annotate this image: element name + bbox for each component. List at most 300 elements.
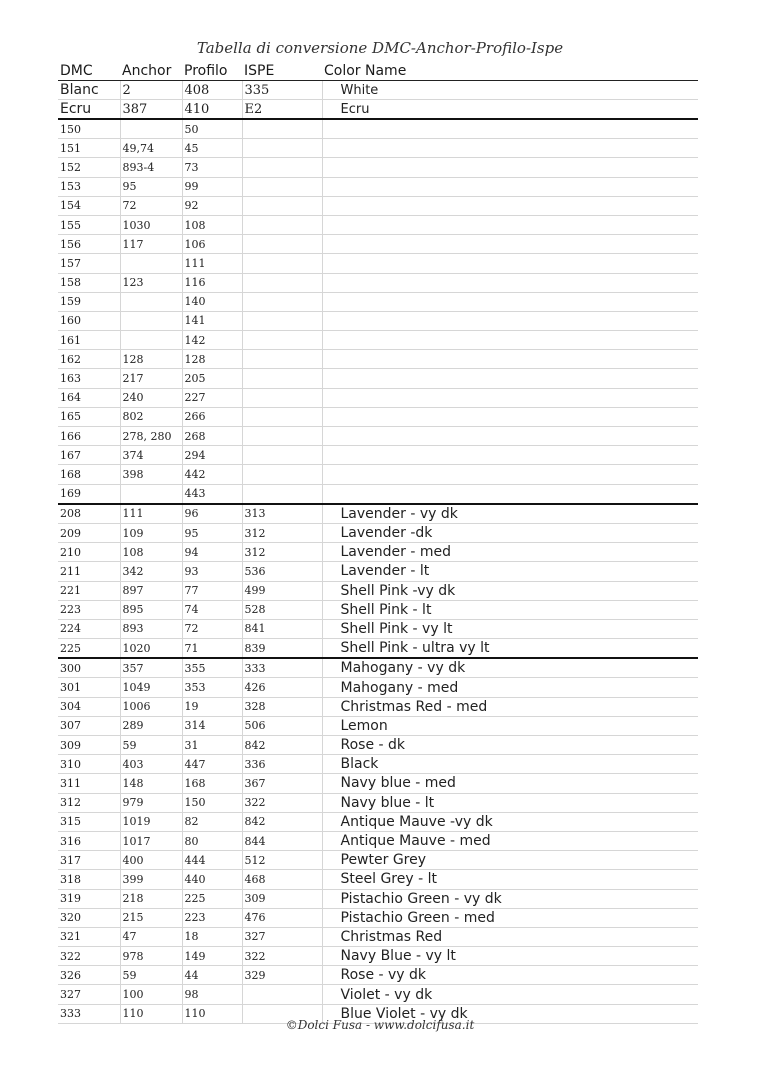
cell-anchor bbox=[120, 331, 182, 350]
cell-color-name: Christmas Red - med bbox=[322, 697, 698, 716]
cell-color-name: Blue Violet - vy dk bbox=[322, 1004, 698, 1023]
cell-profilo: 80 bbox=[182, 831, 242, 850]
cell-color-name: Shell Pink -vy dk bbox=[322, 581, 698, 600]
cell-anchor: 109 bbox=[120, 523, 182, 542]
cell-anchor: 289 bbox=[120, 716, 182, 735]
cell-anchor: 2 bbox=[120, 81, 182, 100]
cell-ispe bbox=[242, 292, 322, 311]
table-row bbox=[58, 465, 698, 484]
cell-anchor bbox=[120, 292, 182, 311]
cell-dmc: 319 bbox=[58, 889, 120, 908]
cell-anchor: 49,74 bbox=[120, 139, 182, 158]
table-row bbox=[58, 966, 698, 985]
cell-profilo: 442 bbox=[182, 465, 242, 484]
cell-ispe bbox=[242, 369, 322, 388]
cell-profilo: 443 bbox=[182, 484, 242, 504]
cell-ispe: 335 bbox=[242, 81, 322, 100]
table-row bbox=[58, 523, 698, 542]
cell-dmc: 150 bbox=[58, 119, 120, 139]
cell-profilo: 149 bbox=[182, 947, 242, 966]
cell-profilo: 72 bbox=[182, 619, 242, 638]
cell-dmc: 164 bbox=[58, 388, 120, 407]
cell-profilo: 142 bbox=[182, 331, 242, 350]
cell-color-name bbox=[322, 196, 698, 215]
cell-dmc: 209 bbox=[58, 523, 120, 542]
cell-profilo: 266 bbox=[182, 407, 242, 426]
cell-anchor: 128 bbox=[120, 350, 182, 369]
table-row bbox=[58, 177, 698, 196]
cell-anchor: 123 bbox=[120, 273, 182, 292]
cell-color-name bbox=[322, 369, 698, 388]
cell-color-name bbox=[322, 292, 698, 311]
cell-color-name bbox=[322, 427, 698, 446]
cell-ispe bbox=[242, 465, 322, 484]
cell-anchor: 357 bbox=[120, 658, 182, 678]
cell-dmc: 326 bbox=[58, 966, 120, 985]
table-row bbox=[58, 927, 698, 946]
table-row bbox=[58, 100, 698, 120]
table-row bbox=[58, 292, 698, 311]
conversion-table bbox=[58, 62, 698, 1024]
cell-profilo: 95 bbox=[182, 523, 242, 542]
cell-dmc: 166 bbox=[58, 427, 120, 446]
header-dmc: DMC bbox=[58, 62, 120, 81]
cell-ispe: 312 bbox=[242, 543, 322, 562]
table-row bbox=[58, 639, 698, 659]
table-row bbox=[58, 504, 698, 524]
table-row bbox=[58, 254, 698, 273]
cell-dmc: 312 bbox=[58, 793, 120, 812]
table-row bbox=[58, 581, 698, 600]
table-row bbox=[58, 139, 698, 158]
cell-anchor: 400 bbox=[120, 851, 182, 870]
cell-ispe: 309 bbox=[242, 889, 322, 908]
cell-ispe: 512 bbox=[242, 851, 322, 870]
cell-dmc: 307 bbox=[58, 716, 120, 735]
cell-anchor: 895 bbox=[120, 600, 182, 619]
cell-color-name: White bbox=[322, 81, 698, 100]
cell-color-name bbox=[322, 235, 698, 254]
cell-anchor: 1020 bbox=[120, 639, 182, 659]
cell-anchor: 117 bbox=[120, 235, 182, 254]
cell-dmc: 162 bbox=[58, 350, 120, 369]
cell-dmc: 208 bbox=[58, 504, 120, 524]
cell-profilo: 73 bbox=[182, 158, 242, 177]
cell-profilo: 223 bbox=[182, 908, 242, 927]
cell-color-name bbox=[322, 484, 698, 504]
cell-profilo: 355 bbox=[182, 658, 242, 678]
cell-dmc: 210 bbox=[58, 543, 120, 562]
cell-profilo: 150 bbox=[182, 793, 242, 812]
table-row bbox=[58, 716, 698, 735]
cell-anchor: 374 bbox=[120, 446, 182, 465]
cell-dmc: Ecru bbox=[58, 100, 120, 120]
table-row bbox=[58, 908, 698, 927]
cell-color-name: Steel Grey - lt bbox=[322, 870, 698, 889]
cell-dmc: 152 bbox=[58, 158, 120, 177]
cell-color-name: Navy blue - med bbox=[322, 774, 698, 793]
cell-profilo: 93 bbox=[182, 562, 242, 581]
header-anchor: Anchor bbox=[120, 62, 182, 81]
cell-dmc: 161 bbox=[58, 331, 120, 350]
cell-ispe: 499 bbox=[242, 581, 322, 600]
cell-anchor: 399 bbox=[120, 870, 182, 889]
cell-ispe bbox=[242, 139, 322, 158]
cell-color-name bbox=[322, 273, 698, 292]
table-row bbox=[58, 543, 698, 562]
cell-ispe bbox=[242, 446, 322, 465]
cell-anchor: 95 bbox=[120, 177, 182, 196]
cell-profilo: 408 bbox=[182, 81, 242, 100]
cell-profilo: 353 bbox=[182, 678, 242, 697]
cell-profilo: 141 bbox=[182, 311, 242, 330]
table-row bbox=[58, 697, 698, 716]
table-row bbox=[58, 119, 698, 139]
cell-dmc: 318 bbox=[58, 870, 120, 889]
table-row bbox=[58, 812, 698, 831]
cell-color-name: Mahogany - med bbox=[322, 678, 698, 697]
cell-anchor: 240 bbox=[120, 388, 182, 407]
cell-profilo: 45 bbox=[182, 139, 242, 158]
cell-dmc: 301 bbox=[58, 678, 120, 697]
table-body bbox=[58, 81, 698, 1024]
cell-dmc: 153 bbox=[58, 177, 120, 196]
cell-dmc: 225 bbox=[58, 639, 120, 659]
cell-ispe bbox=[242, 407, 322, 426]
cell-anchor: 111 bbox=[120, 504, 182, 524]
cell-dmc: 163 bbox=[58, 369, 120, 388]
cell-dmc: 221 bbox=[58, 581, 120, 600]
cell-ispe bbox=[242, 273, 322, 292]
cell-profilo: 108 bbox=[182, 215, 242, 234]
table-row bbox=[58, 870, 698, 889]
cell-anchor: 47 bbox=[120, 927, 182, 946]
cell-ispe bbox=[242, 311, 322, 330]
cell-profilo: 444 bbox=[182, 851, 242, 870]
cell-profilo: 74 bbox=[182, 600, 242, 619]
cell-color-name: Navy Blue - vy lt bbox=[322, 947, 698, 966]
cell-profilo: 314 bbox=[182, 716, 242, 735]
cell-anchor: 278, 280 bbox=[120, 427, 182, 446]
cell-ispe: 322 bbox=[242, 793, 322, 812]
cell-profilo: 205 bbox=[182, 369, 242, 388]
cell-dmc: 156 bbox=[58, 235, 120, 254]
table-row bbox=[58, 331, 698, 350]
cell-profilo: 140 bbox=[182, 292, 242, 311]
cell-profilo: 18 bbox=[182, 927, 242, 946]
cell-color-name bbox=[322, 139, 698, 158]
cell-ispe bbox=[242, 215, 322, 234]
cell-anchor: 897 bbox=[120, 581, 182, 600]
cell-ispe: 336 bbox=[242, 755, 322, 774]
cell-anchor bbox=[120, 254, 182, 273]
cell-dmc: 310 bbox=[58, 755, 120, 774]
cell-ispe bbox=[242, 350, 322, 369]
cell-profilo: 77 bbox=[182, 581, 242, 600]
table-row bbox=[58, 600, 698, 619]
cell-dmc: 322 bbox=[58, 947, 120, 966]
table-row bbox=[58, 889, 698, 908]
cell-color-name: Navy blue - lt bbox=[322, 793, 698, 812]
table-row bbox=[58, 196, 698, 215]
cell-dmc: 158 bbox=[58, 273, 120, 292]
cell-color-name bbox=[322, 254, 698, 273]
cell-anchor: 1006 bbox=[120, 697, 182, 716]
cell-anchor: 802 bbox=[120, 407, 182, 426]
cell-color-name: Lemon bbox=[322, 716, 698, 735]
cell-anchor: 387 bbox=[120, 100, 182, 120]
cell-color-name bbox=[322, 465, 698, 484]
cell-ispe: 536 bbox=[242, 562, 322, 581]
cell-profilo: 31 bbox=[182, 736, 242, 755]
cell-anchor: 72 bbox=[120, 196, 182, 215]
cell-color-name bbox=[322, 158, 698, 177]
cell-dmc: 151 bbox=[58, 139, 120, 158]
cell-color-name: Lavender -dk bbox=[322, 523, 698, 542]
cell-ispe bbox=[242, 331, 322, 350]
cell-anchor: 1049 bbox=[120, 678, 182, 697]
cell-color-name: Antique Mauve - med bbox=[322, 831, 698, 850]
cell-ispe bbox=[242, 177, 322, 196]
cell-ispe bbox=[242, 985, 322, 1004]
cell-dmc: 309 bbox=[58, 736, 120, 755]
table-row bbox=[58, 851, 698, 870]
cell-ispe: 312 bbox=[242, 523, 322, 542]
cell-ispe: 468 bbox=[242, 870, 322, 889]
cell-profilo: 227 bbox=[182, 388, 242, 407]
table-row bbox=[58, 619, 698, 638]
cell-anchor: 59 bbox=[120, 966, 182, 985]
cell-color-name bbox=[322, 331, 698, 350]
page-title: Tabella di conversione DMC-Anchor-Profilo-Ispe bbox=[196, 39, 564, 57]
cell-color-name: Mahogany - vy dk bbox=[322, 658, 698, 678]
cell-dmc: 315 bbox=[58, 812, 120, 831]
cell-anchor: 978 bbox=[120, 947, 182, 966]
cell-ispe bbox=[242, 196, 322, 215]
table-row bbox=[58, 350, 698, 369]
cell-color-name: Lavender - med bbox=[322, 543, 698, 562]
cell-anchor: 1030 bbox=[120, 215, 182, 234]
cell-ispe bbox=[242, 427, 322, 446]
cell-color-name: Shell Pink - ultra vy lt bbox=[322, 639, 698, 659]
cell-dmc: 157 bbox=[58, 254, 120, 273]
table-row bbox=[58, 947, 698, 966]
cell-color-name: Lavender - vy dk bbox=[322, 504, 698, 524]
cell-dmc: 223 bbox=[58, 600, 120, 619]
cell-ispe: 476 bbox=[242, 908, 322, 927]
cell-color-name bbox=[322, 177, 698, 196]
table-row bbox=[58, 774, 698, 793]
cell-profilo: 294 bbox=[182, 446, 242, 465]
table-row bbox=[58, 311, 698, 330]
cell-profilo: 128 bbox=[182, 350, 242, 369]
cell-color-name: Rose - vy dk bbox=[322, 966, 698, 985]
cell-profilo: 71 bbox=[182, 639, 242, 659]
cell-ispe: 839 bbox=[242, 639, 322, 659]
cell-anchor bbox=[120, 484, 182, 504]
cell-profilo: 440 bbox=[182, 870, 242, 889]
table-row bbox=[58, 273, 698, 292]
cell-dmc: 168 bbox=[58, 465, 120, 484]
cell-dmc: 300 bbox=[58, 658, 120, 678]
cell-profilo: 19 bbox=[182, 697, 242, 716]
cell-dmc: 160 bbox=[58, 311, 120, 330]
table-row bbox=[58, 388, 698, 407]
table-row bbox=[58, 81, 698, 100]
table-row bbox=[58, 736, 698, 755]
cell-color-name: Lavender - lt bbox=[322, 562, 698, 581]
cell-profilo: 111 bbox=[182, 254, 242, 273]
cell-anchor: 1019 bbox=[120, 812, 182, 831]
cell-anchor: 100 bbox=[120, 985, 182, 1004]
cell-ispe: 367 bbox=[242, 774, 322, 793]
cell-anchor: 218 bbox=[120, 889, 182, 908]
cell-profilo: 82 bbox=[182, 812, 242, 831]
cell-anchor: 398 bbox=[120, 465, 182, 484]
cell-ispe: 327 bbox=[242, 927, 322, 946]
cell-anchor: 108 bbox=[120, 543, 182, 562]
cell-anchor: 59 bbox=[120, 736, 182, 755]
table-row bbox=[58, 755, 698, 774]
cell-color-name: Shell Pink - vy lt bbox=[322, 619, 698, 638]
table-row bbox=[58, 985, 698, 1004]
cell-dmc: 154 bbox=[58, 196, 120, 215]
cell-anchor: 893-4 bbox=[120, 158, 182, 177]
cell-color-name: Antique Mauve -vy dk bbox=[322, 812, 698, 831]
cell-dmc: 165 bbox=[58, 407, 120, 426]
cell-dmc: 311 bbox=[58, 774, 120, 793]
cell-ispe: 322 bbox=[242, 947, 322, 966]
header-color-name: Color Name bbox=[322, 62, 698, 81]
cell-color-name: Ecru bbox=[322, 100, 698, 120]
cell-ispe: 844 bbox=[242, 831, 322, 850]
table-row bbox=[58, 235, 698, 254]
cell-anchor: 217 bbox=[120, 369, 182, 388]
cell-ispe: E2 bbox=[242, 100, 322, 120]
table-row bbox=[58, 446, 698, 465]
table-row bbox=[58, 658, 698, 678]
table-row bbox=[58, 158, 698, 177]
cell-profilo: 447 bbox=[182, 755, 242, 774]
cell-dmc: 167 bbox=[58, 446, 120, 465]
table-row bbox=[58, 427, 698, 446]
cell-color-name bbox=[322, 311, 698, 330]
cell-dmc: 224 bbox=[58, 619, 120, 638]
cell-profilo: 110 bbox=[182, 1004, 242, 1023]
table-row bbox=[58, 215, 698, 234]
cell-ispe bbox=[242, 484, 322, 504]
cell-anchor: 110 bbox=[120, 1004, 182, 1023]
cell-anchor: 215 bbox=[120, 908, 182, 927]
cell-profilo: 94 bbox=[182, 543, 242, 562]
table-row bbox=[58, 369, 698, 388]
cell-dmc: 333 bbox=[58, 1004, 120, 1023]
footer-credit: ©Dolci Fusa - www.dolcifusa.it bbox=[285, 1018, 475, 1032]
cell-profilo: 96 bbox=[182, 504, 242, 524]
header-row bbox=[58, 62, 698, 81]
cell-ispe bbox=[242, 158, 322, 177]
cell-color-name: Pistachio Green - med bbox=[322, 908, 698, 927]
cell-anchor: 893 bbox=[120, 619, 182, 638]
cell-color-name bbox=[322, 215, 698, 234]
cell-anchor bbox=[120, 311, 182, 330]
table-row bbox=[58, 484, 698, 504]
table-row bbox=[58, 678, 698, 697]
header-ispe: ISPE bbox=[242, 62, 322, 81]
cell-dmc: Blanc bbox=[58, 81, 120, 100]
header-profilo: Profilo bbox=[182, 62, 242, 81]
cell-dmc: 155 bbox=[58, 215, 120, 234]
cell-ispe: 313 bbox=[242, 504, 322, 524]
cell-anchor: 148 bbox=[120, 774, 182, 793]
table-row bbox=[58, 793, 698, 812]
cell-profilo: 225 bbox=[182, 889, 242, 908]
cell-color-name: Pistachio Green - vy dk bbox=[322, 889, 698, 908]
cell-color-name bbox=[322, 446, 698, 465]
cell-ispe: 528 bbox=[242, 600, 322, 619]
cell-color-name bbox=[322, 350, 698, 369]
table-row bbox=[58, 562, 698, 581]
cell-profilo: 410 bbox=[182, 100, 242, 120]
cell-color-name: Christmas Red bbox=[322, 927, 698, 946]
cell-profilo: 50 bbox=[182, 119, 242, 139]
cell-ispe: 426 bbox=[242, 678, 322, 697]
cell-dmc: 316 bbox=[58, 831, 120, 850]
cell-dmc: 327 bbox=[58, 985, 120, 1004]
cell-ispe: 506 bbox=[242, 716, 322, 735]
cell-color-name: Rose - dk bbox=[322, 736, 698, 755]
cell-ispe bbox=[242, 254, 322, 273]
cell-profilo: 116 bbox=[182, 273, 242, 292]
cell-anchor: 403 bbox=[120, 755, 182, 774]
cell-dmc: 304 bbox=[58, 697, 120, 716]
cell-profilo: 99 bbox=[182, 177, 242, 196]
cell-ispe: 333 bbox=[242, 658, 322, 678]
cell-color-name: Shell Pink - lt bbox=[322, 600, 698, 619]
cell-profilo: 268 bbox=[182, 427, 242, 446]
cell-dmc: 169 bbox=[58, 484, 120, 504]
cell-ispe: 841 bbox=[242, 619, 322, 638]
cell-dmc: 159 bbox=[58, 292, 120, 311]
cell-color-name: Black bbox=[322, 755, 698, 774]
table-row bbox=[58, 407, 698, 426]
cell-anchor bbox=[120, 119, 182, 139]
cell-profilo: 98 bbox=[182, 985, 242, 1004]
cell-dmc: 317 bbox=[58, 851, 120, 870]
cell-profilo: 44 bbox=[182, 966, 242, 985]
cell-profilo: 92 bbox=[182, 196, 242, 215]
cell-ispe bbox=[242, 119, 322, 139]
cell-dmc: 321 bbox=[58, 927, 120, 946]
cell-color-name: Violet - vy dk bbox=[322, 985, 698, 1004]
cell-color-name bbox=[322, 119, 698, 139]
cell-ispe bbox=[242, 388, 322, 407]
cell-anchor: 342 bbox=[120, 562, 182, 581]
cell-profilo: 106 bbox=[182, 235, 242, 254]
cell-dmc: 320 bbox=[58, 908, 120, 927]
cell-color-name bbox=[322, 407, 698, 426]
cell-ispe: 842 bbox=[242, 736, 322, 755]
cell-anchor: 1017 bbox=[120, 831, 182, 850]
cell-anchor: 979 bbox=[120, 793, 182, 812]
table-row bbox=[58, 831, 698, 850]
cell-ispe: 329 bbox=[242, 966, 322, 985]
cell-dmc: 211 bbox=[58, 562, 120, 581]
cell-profilo: 168 bbox=[182, 774, 242, 793]
cell-ispe bbox=[242, 235, 322, 254]
cell-ispe: 328 bbox=[242, 697, 322, 716]
cell-color-name bbox=[322, 388, 698, 407]
